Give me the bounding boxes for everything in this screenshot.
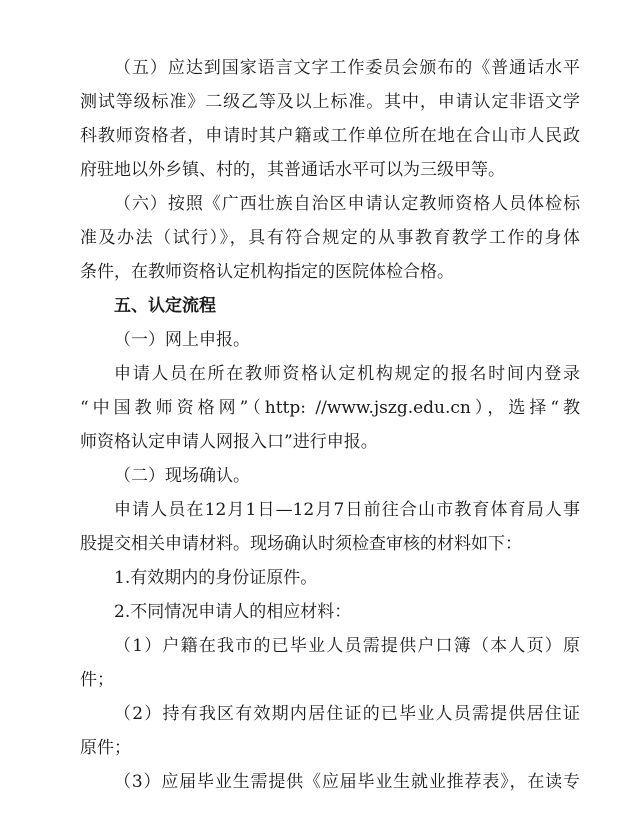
text-line: （六）按照《广西壮族自治区申请认定教师资格人员体检标 [114,194,580,214]
text-line: 科教师资格者，申请时其户籍或工作单位所在地在合山市人民政 [80,126,580,146]
list-item: 1.有效期内的身份证原件。 [114,568,318,588]
list-item: 2.不同情况申请人的相应材料： [114,602,352,622]
text-line: 申请人员在12月1日—12月7日前往合山市教育体育局人事 [114,500,580,520]
text-line: 申请人员在所在教师资格认定机构规定的报名时间内登录 [114,364,580,384]
text-line: （2）持有我区有效期内居住证的已毕业人员需提供居住证 [114,704,580,724]
text-line: （五）应达到国家语言文字工作委员会颁布的《普通话水平 [114,58,580,78]
subsection-heading: （二）现场确认。 [114,466,250,486]
text-line: 股提交相关申请材料。现场确认时须检查审核的材料如下： [80,534,522,554]
text-line: 测试等级标准》二级乙等及以上标准。其中，申请认定非语文学 [80,92,580,112]
subsection-heading: （一）网上申报。 [114,330,250,350]
text-line: 府驻地以外乡镇、村的，其普通话水平可以为三级甲等。 [80,160,505,180]
text-line: 原件； [80,738,131,758]
section-heading: 五、认定流程 [114,296,216,316]
text-line: （3）应届毕业生需提供《应届毕业生就业推荐表》，在读专 [114,772,580,792]
text-line: 准及办法（试行）》，具有符合规定的从事教育教学工作的身体 [80,228,580,248]
text-line: 条件，在教师资格认定机构指定的医院体检合格。 [80,262,454,282]
text-line: （1）户籍在我市的已毕业人员需提供户口簿（本人页）原 [114,636,580,656]
text-line: 件； [80,670,114,690]
text-line: 师资格认定申请人网报入口”进行申报。 [80,432,378,452]
text-line: “中国教师资格网”（http: //www.jszg.edu.cn），选择“教 [80,398,580,418]
